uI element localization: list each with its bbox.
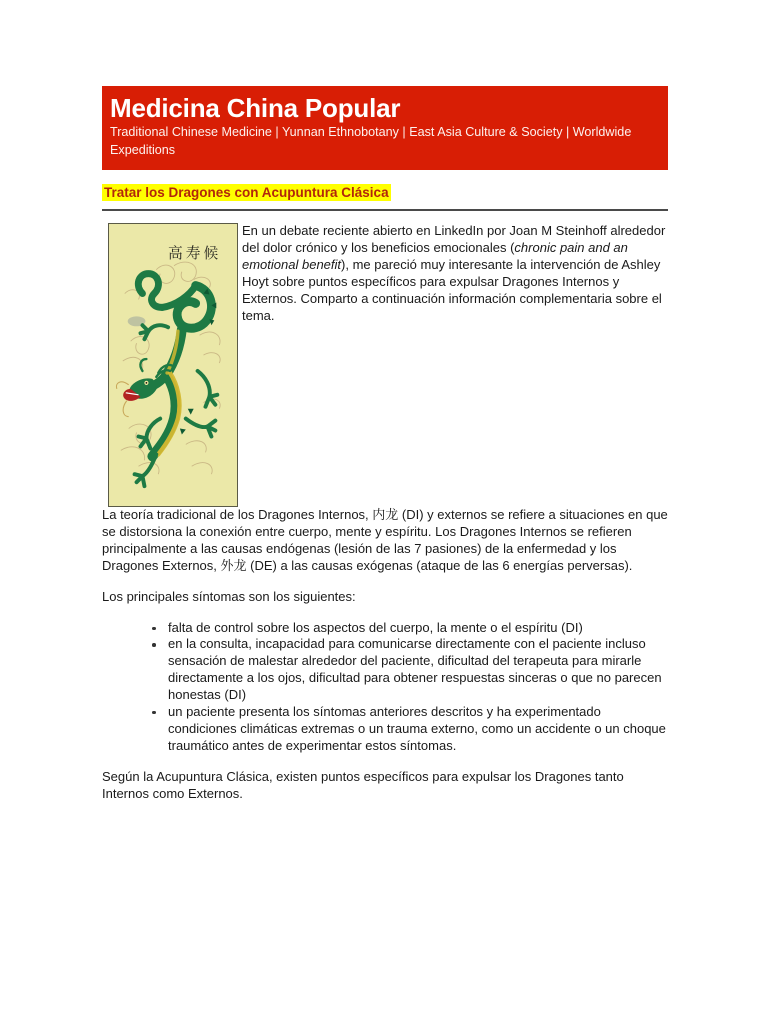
paragraph-intro-part2: ), me pareció muy interesante la intervención de Ashley Hoyt sobre puntos específicos para expulsar Dragones Internos y Externos. Comparto a continuación información complementaria sobre el tema. (242, 256, 662, 323)
site-header-banner (102, 86, 668, 170)
article-heading-wrapper (102, 183, 668, 203)
article-heading: Tratar los Dragones con Acupuntura Clásica (104, 184, 389, 200)
calligraphy-glyphs: 高 (168, 244, 183, 262)
list-item: falta de control sobre los aspectos del cuerpo, la mente o el espíritu (DI) (152, 620, 668, 637)
svg-text:寿: 寿 (185, 244, 201, 262)
paragraph-conclusion: Según la Acupuntura Clásica, existen puntos específicos para expulsar los Dragones tanto Internos como Externos. (102, 768, 624, 801)
heading-divider (102, 209, 668, 211)
list-item: un paciente presenta los síntomas anteriores descritos y ha experimentado condiciones climáticas extremas o un trauma externo, como un accidente o un choque traumático antes de experimentar estos síntomas. (152, 704, 668, 755)
dragon-illustration (108, 223, 238, 507)
article-container (102, 86, 668, 816)
svg-text:候: 候 (203, 244, 219, 262)
site-tagline: Traditional Chinese Medicine | Yunnan Ethnobotany | East Asia Culture & Society | Worldwide Expeditions (110, 125, 632, 157)
paragraph-symptoms-lead: Los principales síntomas son los siguientes: (102, 588, 356, 604)
paragraph-intro-part1: En un debate reciente abierto en LinkedIn por Joan M Steinhoff alrededor del dolor crónico y los beneficios emocionales ( (242, 223, 666, 255)
paragraph-theory: La teoría tradicional de los Dragones Internos, 内龙 (DI) y externos se refiere a situaciones en que se distorsiona la conexión entre cuerpo, mente y espíritu. Los Dragones Internos se refieren principalmente a las causas endógenas (lesión de las 7 pasiones) de la enfermedad y los Dragones Externos, 外龙 (DE) a las causas exógenas (ataque de las 6 energías perversas). (102, 507, 668, 573)
paragraph-intro-italic: chronic pain and an emotional benefit (242, 239, 628, 272)
symptom-list (102, 620, 668, 755)
site-title: Medicina China Popular (110, 93, 401, 123)
list-item: en la consulta, incapacidad para comunicarse directamente con el paciente incluso sensación de malestar alrededor del paciente, dificultad del terapeuta para mirarle directamente a los ojos, dificultad para obtener respuestas sinceras o que no parecen honestas (DI) (152, 636, 668, 704)
article-body (102, 223, 668, 802)
dragon-artwork (109, 224, 237, 506)
